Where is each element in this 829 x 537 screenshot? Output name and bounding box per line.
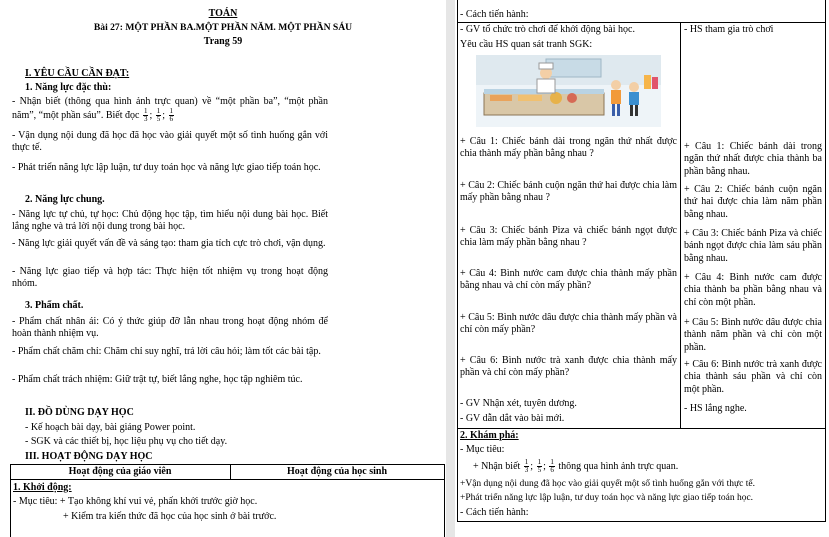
explore-heading: 2. Khám phá:: [460, 430, 519, 441]
bakery-illustration: [476, 55, 661, 127]
table-header-student: Hoạt động của học sinh: [286, 466, 388, 477]
student-intro: - HS tham gia trò chơi: [684, 24, 774, 35]
page-ref: Trang 59: [203, 36, 243, 47]
explore-goal-text: + Nhận biết: [473, 460, 521, 472]
teacher-lead: - GV dẫn dắt vào bài mới.: [460, 413, 565, 424]
paragraph: - Phẩm chất chăm chỉ: Chăm chỉ suy nghĩ, trả lời câu hỏi; làm tốt các bài tập.: [12, 346, 321, 357]
explore-goal-2: +Vận dụng nội dung đã học vào giải quyết một số tình huống gắn với thực tế.: [460, 479, 755, 489]
paragraph: - Phẩm chất trách nhiệm: Giữ trật tự, biết lắng nghe, học tập nghiêm túc.: [12, 374, 303, 385]
right-page: [455, 0, 829, 537]
explore-goal-1: + Nhận biết $\frac{1}{3}$ ; $\frac{1}{5}$ ; $\frac{1}{6}$ thông qua hình ảnh trực quan.: [473, 458, 679, 474]
question-5: + Câu 5: Bình nước dâu được chia thành mấy phần và chỉ còn mấy phần?: [460, 312, 677, 336]
fraction-one-fifth: $\frac{1}{5}$: [537, 458, 542, 474]
section-1-1-heading: 1. Năng lực đặc thù:: [25, 82, 112, 93]
paragraph: - Phẩm chất nhân ái: Có ý thức giúp đỡ lẫn nhau trong hoạt động nhóm để hoàn thành nhiệm vụ.: [12, 316, 328, 340]
paragraph: - Năng lực tự chủ, tự học: Chủ động học tập, tìm hiểu nội dung bài học. Biết lắng nghe và trả lời nội dung trong bài học.: [12, 209, 328, 233]
explore-goal-label: - Mục tiêu:: [460, 444, 505, 455]
fraction-one-fifth: $\frac{1}{5}$: [156, 107, 161, 124]
paragraph: - Năng lực giao tiếp và hợp tác: Thực hiện tốt nhiệm vụ trong hoạt động nhóm.: [12, 266, 328, 290]
section-1-3-heading: 3. Phẩm chất.: [25, 300, 84, 311]
explore-method: - Cách tiến hành:: [460, 507, 529, 518]
teacher-comment: - GV Nhận xét, tuyên dương.: [460, 398, 577, 409]
warmup-goal: + Kiểm tra kiến thức đã học của học sinh ở bài trước.: [63, 511, 277, 522]
method-label: - Cách tiến hành:: [460, 9, 529, 20]
warmup-goal: - Mục tiêu: + Tạo không khí vui vẻ, phấn khởi trước giờ học.: [13, 496, 258, 507]
answer-6: + Câu 6: Bình nước trà xanh được chia thành sáu phần và chỉ còn một phần.: [684, 359, 822, 395]
paragraph: - Phát triển năng lực lập luận, tư duy toán học và năng lực giao tiếp toán học.: [12, 162, 321, 173]
section-2-heading: II. ĐỒ DÙNG DẠY HỌC: [25, 407, 134, 418]
teacher-intro: Yêu cầu HS quan sát tranh SGK:: [460, 39, 593, 50]
answer-5: + Câu 5: Bình nước dâu được chia thành năm phần và chỉ còn một phần.: [684, 317, 822, 353]
question-4: + Câu 4: Bình nước cam được chia thành mấy phần bằng nhau và chỉ còn mấy phần?: [460, 268, 677, 292]
student-listen: - HS lắng nghe.: [684, 403, 747, 414]
question-2: + Câu 2: Chiếc bánh cuộn ngăn thứ hai được chia làm mấy phần bằng nhau ?: [460, 180, 677, 204]
warmup-heading: 1. Khởi động:: [13, 482, 72, 493]
paragraph: - Nhận biết (thông qua hình ảnh trực quan) về “một phần ba”, “một phần năm”, “một phần sáu”. Biết đọc $\frac{1}{3}$ ; $\frac{1}{5}$ ; $\frac{1}{6}$: [12, 96, 328, 124]
question-3: + Câu 3: Chiếc bánh Piza và chiếc bánh ngọt được chia làm mấy phần bằng nhau ?: [460, 225, 677, 249]
question-6: + Câu 6: Bình nước trà xanh được chia thành mấy phần và chỉ còn mấy phần?: [460, 355, 677, 379]
question-1: + Câu 1: Chiếc bánh dài trong ngăn thứ nhất được chia thành mấy phần bằng nhau ?: [460, 136, 677, 160]
section-1-2-heading: 2. Năng lực chung.: [25, 194, 105, 205]
teacher-intro: - GV tổ chức trò chơi để khởi động bài học.: [460, 24, 635, 35]
fraction-one-third: $\frac{1}{3}$: [524, 458, 529, 474]
paragraph: - SGK và các thiết bị, học liệu phụ vụ cho tiết dạy.: [25, 436, 228, 447]
explore-goal-text: thông qua hình ảnh trực quan.: [558, 460, 679, 472]
answer-3: + Câu 3: Chiếc bánh Piza và chiếc bánh ngọt được chia làm sáu phần bằng nhau.: [684, 228, 822, 264]
subject-title: TOÁN: [208, 8, 238, 19]
fraction-one-sixth: $\frac{1}{6}$: [169, 107, 174, 124]
section-1-heading: I. YÊU CẦU CẦN ĐẠT:: [25, 68, 130, 79]
paragraph-text: - Nhận biết (thông qua hình ảnh trực quan) về “một phần ba”, “một phần năm”, “một phần sáu”. Biết đọc: [12, 96, 328, 122]
explore-goal-3: +Phát triển năng lực lập luận, tư duy toán học và năng lực giao tiếp toán học.: [460, 493, 754, 503]
paragraph: - Vận dụng nội dung đã học đã học vào giải quyết một số tình huống gắn với thực tế.: [12, 130, 328, 154]
table-header-teacher: Hoạt động của giáo viên: [68, 466, 172, 477]
section-3-heading: III. HOẠT ĐỘNG DẠY HỌC: [25, 451, 153, 462]
answer-4: + Câu 4: Bình nước cam được chia thành ba phần bằng nhau và chỉ còn một phần.: [684, 272, 822, 308]
fraction-one-sixth: $\frac{1}{6}$: [550, 458, 554, 474]
paragraph: - Kế hoạch bài dạy, bài giảng Power point.: [25, 422, 196, 433]
answer-1: + Câu 1: Chiếc bánh dài trong ngăn thứ nhất được chia thành ba phần bằng nhau.: [684, 141, 822, 177]
lesson-title: Bài 27: MỘT PHẦN BA.MỘT PHẦN NĂM. MỘT PHẦN SÁU: [93, 22, 353, 33]
fraction-one-third: $\frac{1}{3}$: [143, 107, 148, 124]
page-gap: [446, 0, 455, 537]
answer-2: + Câu 2: Chiếc bánh cuộn ngăn thứ hai được chia làm năm phần bằng nhau.: [684, 184, 822, 220]
paragraph: - Năng lực giải quyết vấn đề và sáng tạo: tham gia tích cực trò chơi, vận dụng.: [12, 238, 326, 249]
